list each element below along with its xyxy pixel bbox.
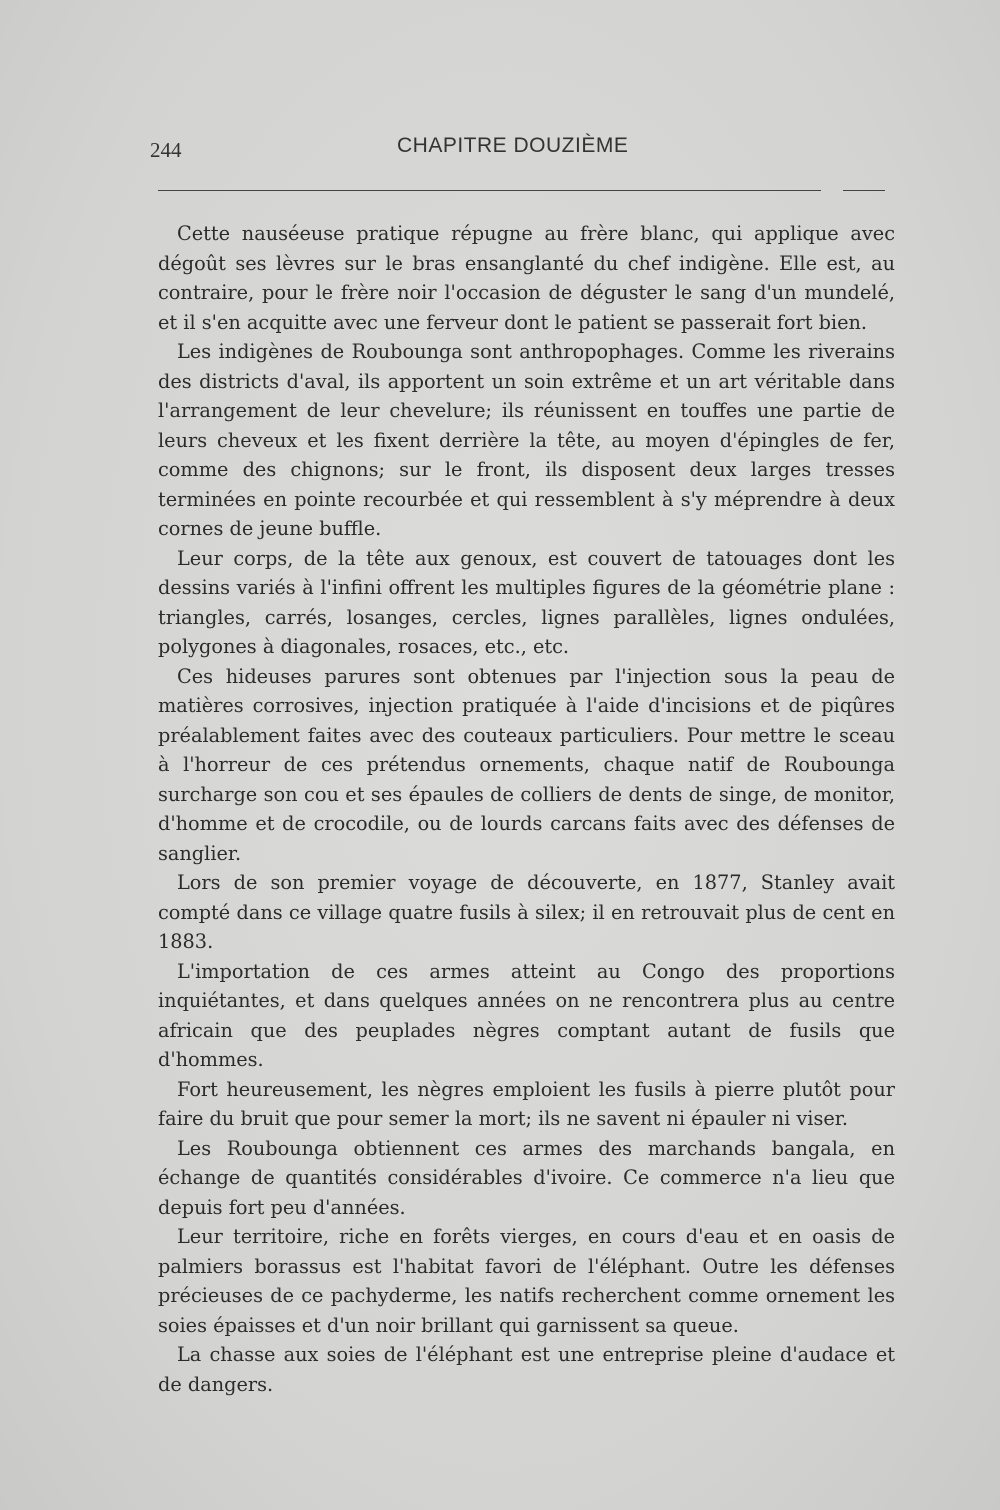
body-text — [158, 219, 895, 1399]
paragraph: La chasse aux soies de l'éléphant est une entreprise pleine d'audace et de dangers. — [158, 1343, 895, 1396]
running-head: CHAPITRE DOUZIÈME — [397, 134, 629, 157]
paragraph: Les indigènes de Roubounga sont anthropophages. Comme les riverains des districts d'aval, ils apportent un soin extrême et un art véritable dans l'arrangement de leur chevelure; ils réunissent en touffes une partie de leurs cheveux et les fixent derrière la tête, au moyen d'épingles de fer, comme des chignons; sur le front, ils disposent deux larges tresses terminées en pointe recourbée et qui ressemblent à s'y méprendre à deux cornes de jeune buffle. — [158, 340, 895, 540]
page-number: 244 — [150, 138, 182, 162]
header-rule-short — [843, 190, 885, 191]
paragraph: Lors de son premier voyage de découverte, en 1877, Stanley avait compté dans ce village quatre fusils à silex; il en retrouvait plus de cent en 1883. — [158, 871, 895, 953]
paragraph: Cette nauséeuse pratique répugne au frère blanc, qui applique avec dégoût ses lèvres sur le bras ensanglanté du chef indigène. Elle est, au contraire, pour le frère noir l'occasion de déguster le sang d'un mundelé, et il s'en acquitte avec une ferveur dont le patient se passerait fort bien. — [158, 222, 895, 334]
paragraph: L'importation de ces armes atteint au Congo des proportions inquiétantes, et dans quelques années on ne rencontrera plus au centre africain que des peuplades nègres comptant autant de fusils que d'hommes. — [158, 959, 895, 1071]
paragraph: Ces hideuses parures sont obtenues par l'injection sous la peau de matières corrosives, injection pratiquée à l'aide d'incisions et de piqûres préalablement faites avec des couteaux particuliers. Pour mettre le sceau à l'horreur de ces prétendus ornements, chaque natif de Roubounga surcharge son cou et ses épaules de colliers de dents de singe, de monitor, d'homme et de crocodile, ou de lourds carcans faits avec des défenses de sanglier. — [158, 664, 895, 865]
page-header — [150, 132, 900, 164]
paragraph: Les Roubounga obtiennent ces armes des marchands bangala, en échange de quantités considérables d'ivoire. Ce commerce n'a lieu que depuis fort peu d'années. — [158, 1136, 895, 1219]
paragraph: Fort heureusement, les nègres emploient les fusils à pierre plutôt pour faire du bruit que pour semer la mort; ils ne savent ni épauler ni viser. — [158, 1077, 895, 1130]
header-rule — [158, 190, 821, 191]
paragraph: Leur territoire, riche en forêts vierges, en cours d'eau et en oasis de palmiers borassus est l'habitat favori de l'éléphant. Outre les défenses précieuses de ce pachyderme, les natifs recherchent comme ornement les soies épaisses et d'un noir brillant qui garnissent sa queue. — [158, 1225, 895, 1337]
paragraph: Leur corps, de la tête aux genoux, est couvert de tatouages dont les dessins variés à l'infini offrent les multiples figures de la géométrie plane : triangles, carrés, losanges, cercles, lignes parallèles, lignes ondulées, polygones à diagonales, rosaces, etc., etc. — [158, 546, 895, 658]
